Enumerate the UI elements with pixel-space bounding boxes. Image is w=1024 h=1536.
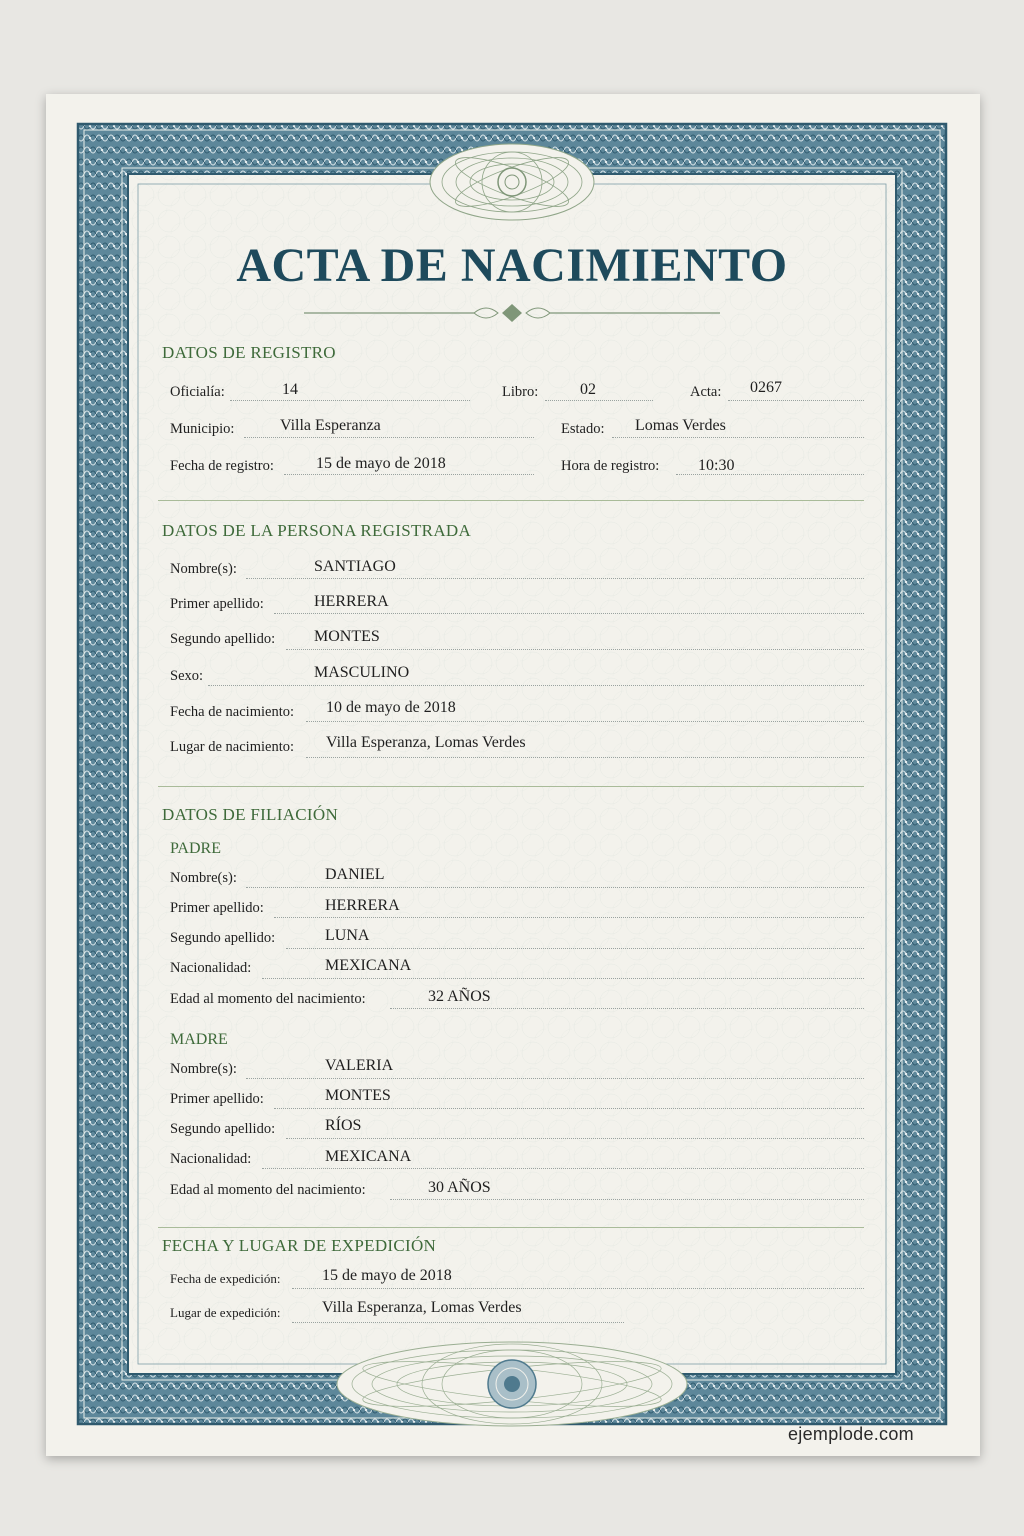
madre-segundo-apellido-line — [286, 1138, 864, 1139]
expedicion-lugar-value: Villa Esperanza, Lomas Verdes — [322, 1299, 522, 1316]
madre-edad-label: Edad al momento del nacimiento: — [170, 1182, 366, 1198]
madre-nombre-line — [246, 1078, 864, 1079]
section-divider — [158, 1227, 864, 1228]
madre-heading: MADRE — [170, 1031, 228, 1048]
municipio-line — [244, 437, 534, 438]
padre-edad-label: Edad al momento del nacimiento: — [170, 991, 366, 1007]
padre-primer-apellido-label: Primer apellido: — [170, 900, 264, 916]
section-divider — [158, 500, 864, 501]
padre-nacionalidad-value: MEXICANA — [325, 957, 412, 974]
padre-nombre-label: Nombre(s): — [170, 870, 237, 886]
persona-segundo-apellido-label: Segundo apellido: — [170, 631, 276, 647]
padre-edad-line — [390, 1008, 864, 1009]
expedicion-lugar-label: Lugar de expedición: — [170, 1305, 281, 1320]
oficialia-label: Oficialía: — [170, 384, 225, 400]
persona-lugar-nacimiento-value: Villa Esperanza, Lomas Verdes — [326, 734, 526, 751]
padre-segundo-apellido-line — [286, 948, 864, 949]
persona-primer-apellido-line — [274, 613, 864, 614]
source-watermark: ejemplode.com — [788, 1424, 914, 1444]
persona-lugar-nacimiento-line — [306, 757, 864, 758]
libro-value: 02 — [580, 381, 596, 398]
fecha-registro-line — [284, 474, 534, 475]
persona-primer-apellido-value: HERRERA — [314, 593, 389, 610]
municipio-value: Villa Esperanza — [280, 417, 381, 434]
acta-label: Acta: — [690, 384, 722, 400]
oficialia-value: 14 — [282, 381, 298, 398]
persona-nombre-line — [246, 578, 864, 579]
fecha-registro-label: Fecha de registro: — [170, 458, 274, 474]
padre-segundo-apellido-value: LUNA — [325, 927, 370, 944]
persona-nombre-label: Nombre(s): — [170, 561, 237, 577]
municipio-label: Municipio: — [170, 421, 235, 437]
persona-segundo-apellido-line — [286, 649, 864, 650]
expedicion-fecha-value: 15 de mayo de 2018 — [322, 1267, 452, 1284]
padre-heading: PADRE — [170, 840, 221, 857]
estado-label: Estado: — [561, 421, 605, 437]
acta-value: 0267 — [750, 379, 782, 396]
hora-registro-label: Hora de registro: — [561, 458, 660, 474]
padre-edad-value: 32 AÑOS — [428, 988, 491, 1005]
persona-sexo-label: Sexo: — [170, 668, 204, 684]
persona-sexo-value: MASCULINO — [314, 664, 410, 681]
persona-nombre-value: SANTIAGO — [314, 558, 396, 575]
persona-sexo-line — [208, 685, 864, 686]
padre-nacionalidad-line — [262, 978, 864, 979]
section-registro-title: DATOS DE REGISTRO — [162, 343, 336, 362]
expedicion-fecha-label: Fecha de expedición: — [170, 1271, 281, 1286]
persona-fecha-nacimiento-line — [306, 721, 864, 722]
madre-nombre-label: Nombre(s): — [170, 1061, 237, 1077]
document-title: ACTA DE NACIMIENTO — [236, 239, 788, 292]
title-divider-ornament — [304, 301, 720, 325]
section-divider — [158, 786, 864, 787]
madre-primer-apellido-value: MONTES — [325, 1087, 391, 1104]
padre-segundo-apellido-label: Segundo apellido: — [170, 930, 276, 946]
section-expedicion-title: FECHA Y LUGAR DE EXPEDICIÓN — [162, 1236, 437, 1255]
acta-line — [728, 400, 864, 401]
padre-nombre-line — [246, 887, 864, 888]
madre-primer-apellido-line — [274, 1108, 864, 1109]
madre-nombre-value: VALERIA — [325, 1057, 394, 1074]
madre-edad-value: 30 AÑOS — [428, 1179, 491, 1196]
estado-line — [612, 437, 864, 438]
padre-nacionalidad-label: Nacionalidad: — [170, 960, 252, 976]
oficialia-line — [230, 400, 470, 401]
madre-nacionalidad-value: MEXICANA — [325, 1148, 412, 1165]
padre-primer-apellido-value: HERRERA — [325, 897, 400, 914]
section-filiacion-title: DATOS DE FILIACIÓN — [162, 805, 339, 824]
estado-value: Lomas Verdes — [635, 417, 726, 434]
madre-edad-line — [390, 1199, 864, 1200]
fecha-registro-value: 15 de mayo de 2018 — [316, 455, 446, 472]
libro-label: Libro: — [502, 384, 539, 400]
persona-segundo-apellido-value: MONTES — [314, 628, 380, 645]
expedicion-lugar-line — [292, 1322, 624, 1323]
persona-primer-apellido-label: Primer apellido: — [170, 596, 264, 612]
madre-nacionalidad-line — [262, 1168, 864, 1169]
persona-lugar-nacimiento-label: Lugar de nacimiento: — [170, 739, 295, 755]
hora-registro-value: 10:30 — [698, 457, 735, 474]
libro-line — [545, 400, 653, 401]
persona-fecha-nacimiento-value: 10 de mayo de 2018 — [326, 699, 456, 716]
madre-nacionalidad-label: Nacionalidad: — [170, 1151, 252, 1167]
madre-segundo-apellido-value: RÍOS — [325, 1117, 362, 1134]
expedicion-fecha-line — [292, 1288, 864, 1289]
padre-primer-apellido-line — [274, 917, 864, 918]
padre-nombre-value: DANIEL — [325, 866, 385, 883]
section-persona-title: DATOS DE LA PERSONA REGISTRADA — [162, 521, 472, 540]
madre-primer-apellido-label: Primer apellido: — [170, 1091, 264, 1107]
madre-segundo-apellido-label: Segundo apellido: — [170, 1121, 276, 1137]
persona-fecha-nacimiento-label: Fecha de nacimiento: — [170, 704, 295, 720]
